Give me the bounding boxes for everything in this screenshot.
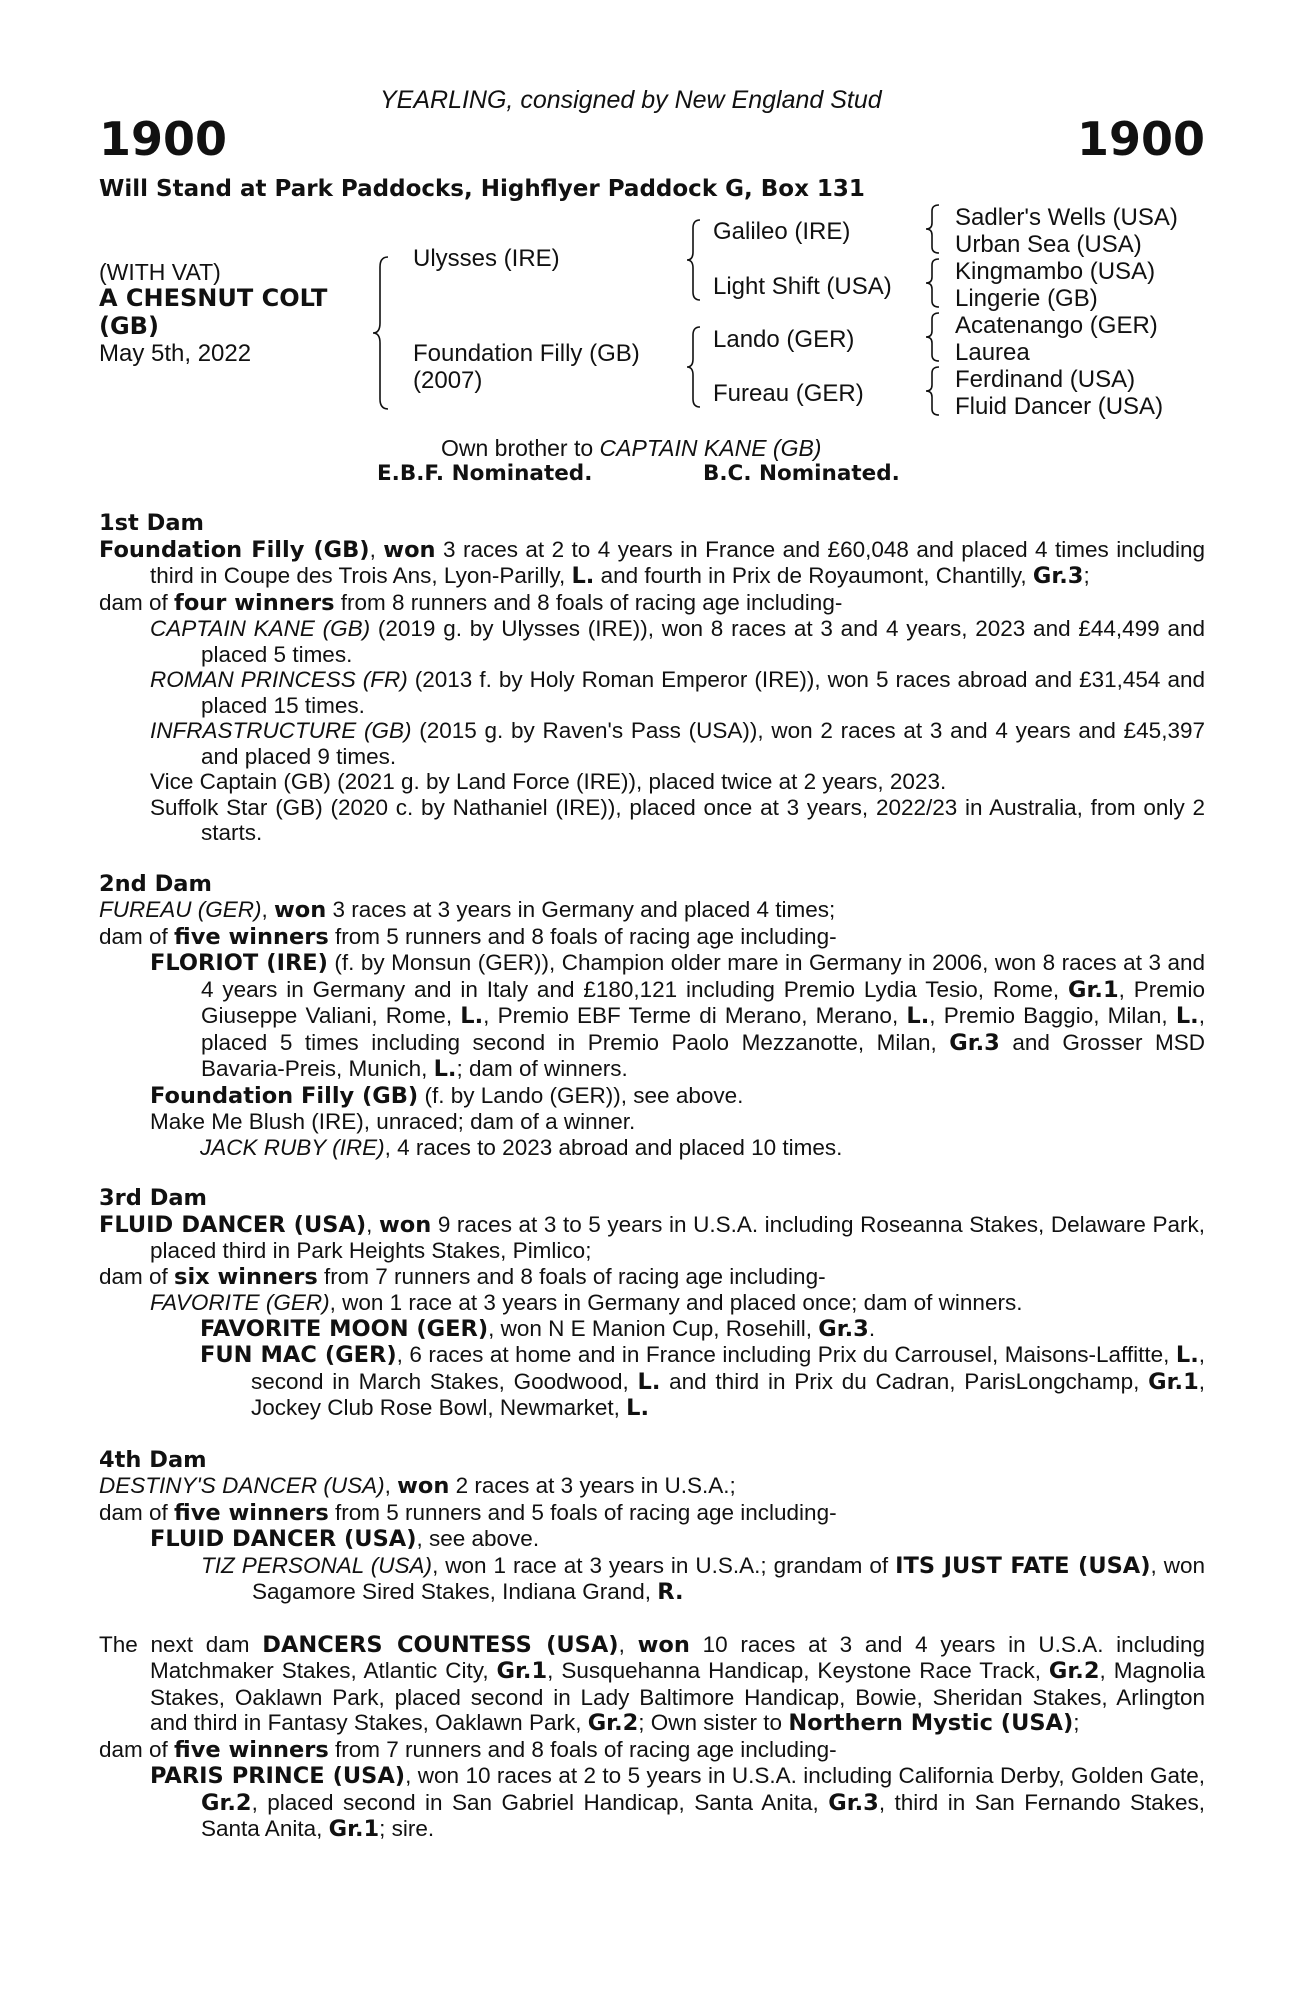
pedigree-brace-sd xyxy=(925,257,941,309)
pedigree-sdd: Lingerie (GB) xyxy=(955,285,1098,312)
pedigree-sire-dam: Light Shift (USA) xyxy=(713,273,892,300)
pedigree-ddd: Fluid Dancer (USA) xyxy=(955,393,1164,420)
pedigree-brace-dd xyxy=(925,365,941,417)
lot-number-right: 1900 xyxy=(1076,112,1205,166)
pedigree-brace-ss xyxy=(925,203,941,255)
nextdam-produce-summary: dam of five winners from 7 runners and 8 foals of racing age including- xyxy=(99,1736,837,1763)
pedigree-sire: Ulysses (IRE) xyxy=(413,245,560,272)
dam4-record: DESTINY'S DANCER (USA), won 2 races at 3 years in U.S.A.; xyxy=(99,1473,736,1499)
dam2-grandprogeny-jack-ruby: JACK RUBY (IRE), 4 races to 2023 abroad and placed 10 times. xyxy=(200,1134,843,1160)
dam4-progeny-fluid-dancer: FLUID DANCER (USA), see above. xyxy=(150,1526,540,1552)
bc-nomination: B.C. Nominated. xyxy=(703,461,900,486)
pedigree-sds: Kingmambo (USA) xyxy=(955,258,1156,285)
nextdam-record: The next dam DANCERS COUNTESS (USA), won 10 races at 3 and 4 years in U.S.A. including Matchmaker Stakes, Atlantic City, Gr.1, Susquehanna Handicap, Keystone Race Track, Gr.2, Magnolia Stakes, Oaklawn Park, placed second in Lady Baltimore Handicap, Bowie, Sheridan Stakes, Arlington and third in Fantasy Stakes, Oaklawn Park, Gr.2; Own sister to Northern Mystic (USA); xyxy=(99,1631,1206,1736)
ebf-nomination: E.B.F. Nominated. xyxy=(377,461,593,486)
dam4-progeny-tiz-personal: TIZ PERSONAL (USA), won 1 race at 3 years in U.S.A.; grandam of ITS JUST FATE (USA), won Sagamore Sired Stakes, Indiana Grand, R. xyxy=(201,1552,1206,1605)
dam1-progeny-vice-captain: Vice Captain (GB) (2021 g. by Land Force (IRE)), placed twice at 2 years, 2023. xyxy=(150,769,947,794)
pedigree-brace-gen1 xyxy=(372,255,390,411)
pedigree-dds: Ferdinand (USA) xyxy=(955,366,1136,393)
dam3-heading: 3rd Dam xyxy=(99,1185,207,1211)
dam3-record: FLUID DANCER (USA), won 9 races at 3 to 5 years in U.S.A. including Roseanna Stakes, Delaware Park, placed third in Park Heights Stakes, Pimlico; xyxy=(99,1211,1205,1263)
pedigree-dam-year: (2007) xyxy=(413,367,483,394)
own-brother-note: Own brother to CAPTAIN KANE (GB) xyxy=(441,435,822,461)
dam3-grandprogeny-fun-mac: FUN MAC (GER), 6 races at home and in France including Prix du Carrousel, Maisons-Laffitte, L., second in March Stakes, Goodwood, L. and third in Prix du Cadran, ParisLongchamp, Gr.1, Jockey Club Rose Bowl, Newmarket, L. xyxy=(200,1342,1206,1421)
pedigree-brace-dam xyxy=(686,325,702,409)
dam1-progeny-suffolk-star: Suffolk Star (GB) (2020 c. by Nathaniel (IRE)), placed once at 3 years, 2022/23 in Australia, from only 2 starts. xyxy=(150,794,1205,845)
dam1-produce-summary: dam of four winners from 8 runners and 8 foals of racing age including- xyxy=(99,589,843,616)
horse-origin: (GB) xyxy=(99,312,159,340)
dam4-heading: 4th Dam xyxy=(99,1446,207,1473)
dam2-produce-summary: dam of five winners from 5 runners and 8 foals of racing age including- xyxy=(99,923,837,950)
pedigree-sss: Sadler's Wells (USA) xyxy=(955,204,1178,231)
dam1-heading: 1st Dam xyxy=(99,510,204,536)
dam3-progeny-favorite: FAVORITE (GER), won 1 race at 3 years in Germany and placed once; dam of winners. xyxy=(150,1290,1023,1315)
dam2-progeny-make-me-blush: Make Me Blush (IRE), unraced; dam of a winner. xyxy=(150,1109,636,1134)
nextdam-progeny-paris-prince: PARIS PRINCE (USA), won 10 races at 2 to 5 years in U.S.A. including California Derby, Golden Gate, Gr.2, placed second in San Gabriel Handicap, Santa Anita, Gr.3, third in San Fernando Stakes, Santa Anita, Gr.1; sire. xyxy=(150,1763,1205,1842)
dam1-progeny-roman-princess: ROMAN PRINCESS (FR) (2013 f. by Holy Roman Emperor (IRE)), won 5 races abroad and £31,454 and placed 15 times. xyxy=(150,667,1205,718)
pedigree-brace-sire xyxy=(686,218,702,302)
pedigree-dsd: Laurea xyxy=(955,339,1030,366)
pedigree-ssd: Urban Sea (USA) xyxy=(955,231,1142,258)
pedigree-dam-sire: Lando (GER) xyxy=(713,326,855,353)
horse-name: A CHESNUT COLT xyxy=(99,284,328,312)
dam1-record: Foundation Filly (GB), won 3 races at 2 to 4 years in France and £60,048 and placed 4 times including third in Coupe des Trois Ans, Lyon-Parilly, L. and fourth in Prix de Royaumont, Chantilly, Gr.3; xyxy=(99,536,1206,589)
dam2-progeny-foundation-filly: Foundation Filly (GB) (f. by Lando (GER)), see above. xyxy=(150,1082,744,1109)
pedigree-dam-dam: Fureau (GER) xyxy=(713,380,864,407)
dam1-progeny-captain-kane: CAPTAIN KANE (GB) (2019 g. by Ulysses (IRE)), won 8 races at 3 and 4 years, 2023 and £44,499 and placed 5 times. xyxy=(150,616,1205,667)
dam3-grandprogeny-favorite-moon: FAVORITE MOON (GER), won N E Manion Cup, Rosehill, Gr.3. xyxy=(200,1315,876,1342)
lot-number-left: 1900 xyxy=(99,112,228,166)
pedigree-brace-ds xyxy=(925,311,941,363)
pedigree-dam: Foundation Filly (GB) xyxy=(413,340,640,367)
dam4-produce-summary: dam of five winners from 5 runners and 5 foals of racing age including- xyxy=(99,1499,837,1526)
dam2-record: FUREAU (GER), won 3 races at 3 years in Germany and placed 4 times; xyxy=(99,897,836,923)
consignment-line: YEARLING, consigned by New England Stud xyxy=(380,86,882,114)
stand-location: Will Stand at Park Paddocks, Highflyer Paddock G, Box 131 xyxy=(99,176,865,202)
vat-label: (WITH VAT) xyxy=(99,259,221,285)
dam3-produce-summary: dam of six winners from 7 runners and 8 foals of racing age including- xyxy=(99,1263,826,1290)
pedigree-dss: Acatenango (GER) xyxy=(955,312,1158,339)
dam2-progeny-floriot: FLORIOT (IRE) (f. by Monsun (GER)), Champion older mare in Germany in 2006, won 8 races at 3 and 4 years in Germany and in Italy and £180,121 including Premio Lydia Tesio, Rome, Gr.1, Premio Giuseppe Valiani, Rome, L., Premio EBF Terme di Merano, Merano, L., Premio Baggio, Milan, L., placed 5 times including second in Premio Paolo Mezzanotte, Milan, Gr.3 and Grosser MSD Bavaria-Preis, Munich, L.; dam of winners. xyxy=(150,950,1205,1082)
dam2-heading: 2nd Dam xyxy=(99,870,212,897)
catalogue-body xyxy=(99,511,1205,1843)
dam1-progeny-infrastructure: INFRASTRUCTURE (GB) (2015 g. by Raven's Pass (USA)), won 2 races at 3 and 4 years and £45,397 and placed 9 times. xyxy=(150,718,1205,769)
pedigree-sire-sire: Galileo (IRE) xyxy=(713,218,851,245)
foaling-date: May 5th, 2022 xyxy=(99,340,252,367)
